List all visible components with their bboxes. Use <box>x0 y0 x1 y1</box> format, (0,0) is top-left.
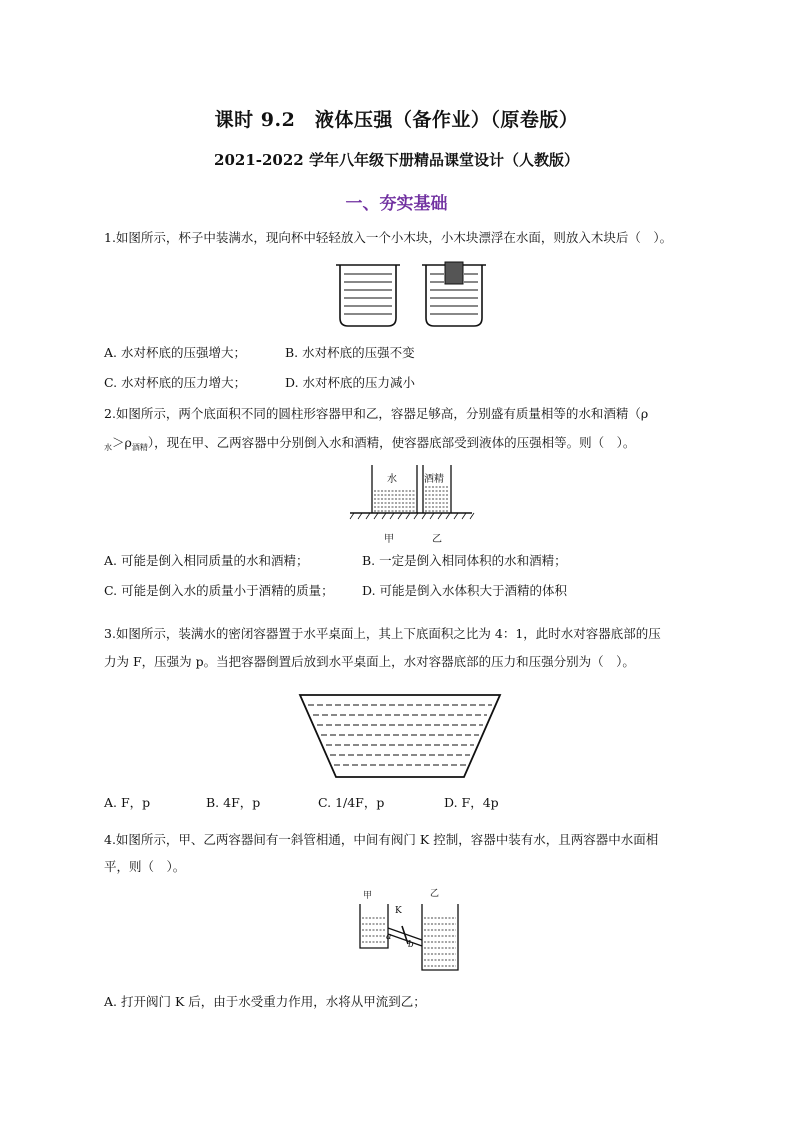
q3-option-a: A. F，p <box>104 795 151 810</box>
q4-slant-pipe <box>388 926 422 946</box>
q4-label-b: b <box>408 940 414 950</box>
q1-figure <box>330 262 490 330</box>
q4-figure <box>356 886 468 972</box>
q2-option-a: A. 可能是倒入相同质量的水和酒精； <box>104 553 309 568</box>
q4-label-k: K <box>395 906 402 916</box>
q2-figure <box>350 463 475 543</box>
q4-label-a: a <box>386 932 392 942</box>
q4-container-yi <box>422 904 458 970</box>
q2-stem-line2 <box>104 430 724 461</box>
q1-option-b: B. 水对杯底的压强不变 <box>285 345 415 360</box>
q2-option-d: D. 可能是倒入水体积大于酒精的体积 <box>362 583 568 598</box>
q4-label-jia: 甲 <box>363 891 373 901</box>
q4-container-jia <box>360 904 388 948</box>
page-title: 课时 9.2 液体压强（备作业）（原卷版） <box>214 109 579 131</box>
wood-block <box>445 262 463 284</box>
q4-label-yi: 乙 <box>430 889 440 899</box>
q2-label-yi: 乙 <box>432 534 442 545</box>
q2-label-alcohol: 酒精 <box>424 474 444 485</box>
section-heading: 一、夯实基础 <box>345 194 448 214</box>
q1-cup-left <box>336 265 400 326</box>
q4-option-a: A. 打开阀门 K 后，由于水受重力作用，水将从甲流到乙； <box>104 994 426 1009</box>
q3-figure <box>296 693 516 783</box>
q2-option-c: C. 可能是倒入水的质量小于酒精的质量； <box>104 583 334 598</box>
q1-option-d: D. 水对杯底的压力减小 <box>285 375 416 390</box>
q3-option-b: B. 4F，p <box>206 795 261 810</box>
q2-label-jia: 甲 <box>384 534 394 545</box>
q1-stem: 1.如图所示，杯子中装满水，现向杯中轻轻放入一个小木块，小木块漂浮在水面，则放入木块后（ ）。 <box>104 230 673 245</box>
q4-stem-line2: 平，则（ ）。 <box>104 859 186 874</box>
q2-sub-alcohol: 酒精 <box>131 443 148 452</box>
q2-option-b: B. 一定是倒入相同体积的水和酒精； <box>362 553 567 568</box>
q2-stem-line1: 2.如图所示，两个底面积不同的圆柱形容器甲和乙，容器足够高，分别盛有质量相等的水和酒精（ρ <box>104 406 649 421</box>
q1-option-c: C. 水对杯底的压力增大； <box>104 375 247 390</box>
q2-gt-rho: ＞ρ <box>112 435 132 450</box>
q3-option-c: C. 1/4F，p <box>318 795 385 810</box>
q2-stem-text: ），现在甲、乙两容器中分别倒入水和酒精，使容器底部受到液体的压强相等。则（ ）。 <box>147 435 636 450</box>
page-subtitle: 2021-2022 学年八年级下册精品课堂设计（人教版） <box>214 151 579 169</box>
q3-option-d: D. F，4p <box>444 795 499 810</box>
q3-stem-line1: 3.如图所示，装满水的密闭容器置于水平桌面上，其上下底面积之比为 4：1，此时水对容器底部的压 <box>104 626 661 641</box>
q4-stem-line1: 4.如图所示，甲、乙两容器间有一斜管相通，中间有阀门 K 控制，容器中装有水，且两容器中水面相 <box>104 832 659 847</box>
q1-cup-right <box>422 262 486 326</box>
q2-label-water: 水 <box>387 474 397 485</box>
q1-option-a: A. 水对杯底的压强增大； <box>104 345 246 360</box>
q2-sub-water: 水 <box>104 443 112 452</box>
q3-stem-line2: 力为 F，压强为 p。当把容器倒置后放到水平桌面上，水对容器底部的压力和压强分别为（ ）。 <box>104 654 635 669</box>
